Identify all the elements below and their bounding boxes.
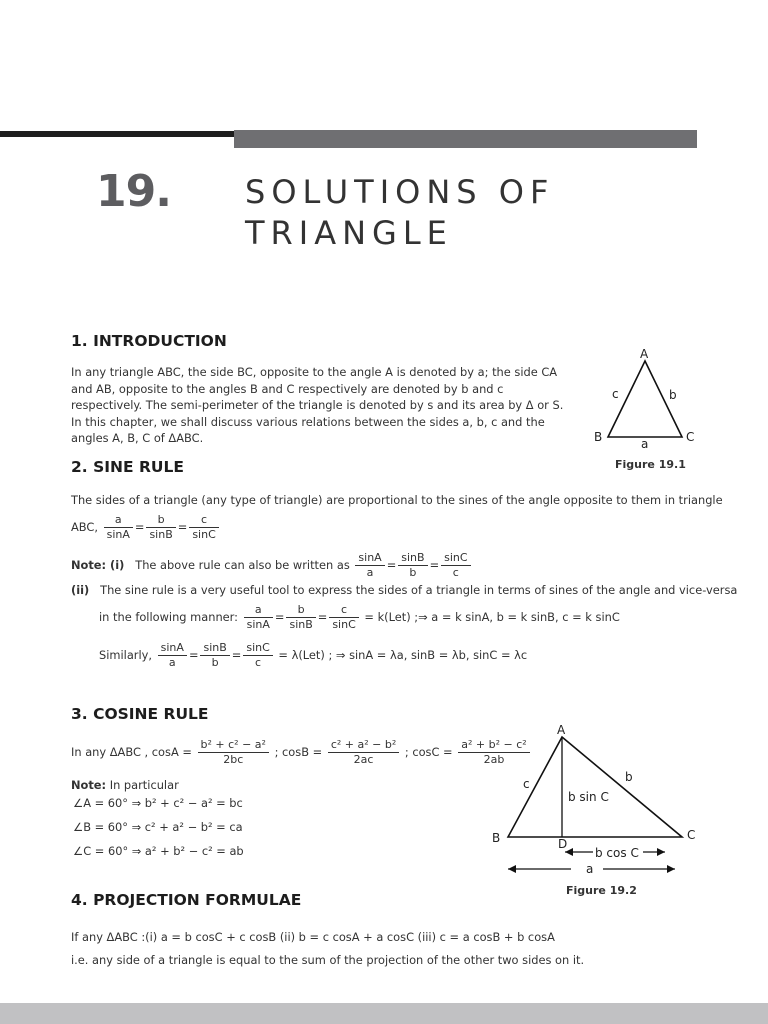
equals-sign: = — [188, 648, 199, 662]
fraction — [189, 513, 218, 542]
section-heading-projection-formulae: 4. PROJECTION FORMULAE — [71, 891, 302, 909]
fraction — [158, 641, 187, 670]
vertex-a-label: A — [557, 723, 566, 737]
similarly-tail: = λ(Let) ; ⇒ sinA = λa, sinB = λb, sinC = λc — [278, 648, 528, 662]
vertex-c-label: C — [687, 828, 696, 842]
numerator: b — [146, 513, 175, 528]
similarly-label: Similarly, — [99, 648, 153, 662]
denominator: a — [168, 656, 176, 669]
section-heading-cosine-rule: 3. COSINE RULE — [71, 705, 209, 723]
denominator: 2ac — [353, 753, 374, 766]
side-c-label: c — [523, 777, 530, 791]
fraction — [329, 603, 358, 632]
cosine-note-line-c: ∠C = 60° ⇒ a² + b² − c² = ab — [73, 844, 244, 858]
denominator: sinC — [192, 528, 216, 541]
cosc-label: ; cosC = — [404, 745, 453, 759]
section-heading-sine-rule: 2. SINE RULE — [71, 458, 184, 476]
arrowhead — [508, 865, 516, 873]
note-ii-text: The sine rule is a very useful tool to express the sides of a triangle in terms of sines of the angle and vice-versa — [100, 583, 738, 597]
fraction — [286, 603, 315, 632]
fraction — [441, 551, 470, 580]
numerator: sinC — [243, 641, 272, 656]
numerator: b — [286, 603, 315, 618]
chapter-title — [245, 172, 554, 254]
base-a-label: a — [586, 862, 594, 876]
note-i — [71, 551, 473, 580]
b-cos-c-label: b cos C — [595, 846, 639, 860]
denominator: sinA — [246, 618, 270, 631]
foot-d-label: D — [558, 837, 568, 851]
fraction — [328, 738, 399, 767]
fraction — [243, 641, 272, 670]
figure-19-1 — [585, 344, 705, 474]
denominator: sinB — [289, 618, 313, 631]
cosine-note-text: In particular — [109, 778, 179, 792]
numerator: c — [189, 513, 218, 528]
chapter-title-line2: TRIANGLE — [245, 214, 453, 252]
note-text: The above rule can also be written as — [135, 558, 350, 572]
cosine-note-label: Note: — [71, 778, 107, 792]
numerator: sinA — [355, 551, 384, 566]
equals-sign: = — [134, 520, 145, 534]
sine-rule-equation — [71, 513, 221, 542]
figure-19-2-caption: Figure 19.2 — [566, 884, 637, 897]
note-ii-label: (ii) — [71, 583, 90, 597]
note-ii — [71, 582, 737, 599]
numerator: sinB — [398, 551, 427, 566]
denominator: sinA — [106, 528, 130, 541]
note-label: Note: (i) — [71, 558, 125, 572]
numerator: a — [244, 603, 273, 618]
numerator: c² + a² − b² — [328, 738, 399, 753]
equals-sign: = — [317, 610, 328, 624]
fraction — [104, 513, 133, 542]
fraction — [244, 603, 273, 632]
vertex-b-label: B — [594, 430, 603, 444]
sine-rule-k-form — [99, 603, 620, 632]
equals-sign: = — [429, 558, 440, 572]
denominator: b — [409, 566, 417, 579]
denominator: 2bc — [223, 753, 244, 766]
equals-sign: = — [274, 610, 285, 624]
manner-label: in the following manner: — [99, 610, 238, 624]
numerator: sinC — [441, 551, 470, 566]
denominator: b — [211, 656, 219, 669]
numerator: b² + c² − a² — [198, 738, 269, 753]
side-b-label: b — [625, 770, 633, 784]
denominator: c — [255, 656, 262, 669]
fraction — [198, 738, 269, 767]
vertex-a-label: A — [640, 347, 649, 361]
side-a-label: a — [641, 437, 649, 451]
projection-formulae: If any ΔABC :(i) a = b cosC + c cosB (ii) b = c cosA + a cosC (iii) c = a cosB + b cosA — [71, 930, 555, 944]
b-sin-c-label: b sin C — [568, 790, 609, 804]
in-any-label: In any ΔABC , cosA = — [71, 745, 192, 759]
sine-rule-lambda-form — [99, 641, 527, 670]
figure-19-1-caption: Figure 19.1 — [615, 458, 686, 471]
chapter-title-line1: SOLUTIONS OF — [245, 173, 555, 211]
header-bar-grey — [234, 130, 697, 148]
numerator: sinB — [200, 641, 229, 656]
fraction — [398, 551, 427, 580]
equals-sign: = — [231, 648, 242, 662]
projection-explanation: i.e. any side of a triangle is equal to the sum of the projection of the other two sides on it. — [71, 953, 585, 967]
side-b-label: b — [669, 388, 677, 402]
triangle-abc — [508, 737, 682, 837]
vertex-c-label: C — [686, 430, 695, 444]
section-heading-introduction: 1. INTRODUCTION — [71, 332, 227, 350]
footer-bar — [0, 1003, 768, 1024]
cosine-rule-equation — [71, 738, 532, 767]
numerator: sinA — [158, 641, 187, 656]
arrowhead — [657, 848, 665, 856]
arrowhead — [667, 865, 675, 873]
manner-tail: = k(Let) ;⇒ a = k sinA, b = k sinB, c = k sinC — [364, 610, 620, 624]
cosine-note — [71, 777, 179, 794]
cosb-label: ; cosB = — [274, 745, 323, 759]
abc-label: ABC, — [71, 520, 98, 534]
fraction — [355, 551, 384, 580]
numerator: a² + b² − c² — [458, 738, 529, 753]
chapter-number: 19. — [96, 166, 171, 217]
numerator: c — [329, 603, 358, 618]
vertex-b-label: B — [492, 831, 501, 845]
figure-19-2 — [485, 720, 705, 880]
side-c-label: c — [612, 387, 619, 401]
numerator: a — [104, 513, 133, 528]
equals-sign: = — [177, 520, 188, 534]
denominator: sinC — [332, 618, 356, 631]
equals-sign: = — [386, 558, 397, 572]
fraction — [146, 513, 175, 542]
introduction-paragraph: In any triangle ABC, the side BC, opposite to the angle A is denoted by a; the side CA and AB, opposite to the angles B and C respectively are denoted by b and c respectively. The semi-perimeter of the triangle is denoted by s and its area by Δ or S. In this chapter, we shall discuss various relations between the sides a, b, c and the angles A, B, C of ΔABC. — [71, 365, 564, 446]
denominator: a — [366, 566, 374, 579]
cosine-note-line-a: ∠A = 60° ⇒ b² + c² − a² = bc — [73, 796, 243, 810]
denominator: c — [452, 566, 459, 579]
fraction — [200, 641, 229, 670]
header-bar-dark — [0, 131, 234, 137]
sine-rule-statement: The sides of a triangle (any type of triangle) are proportional to the sines of the angle opposite to them in triangle — [71, 493, 723, 507]
cosine-note-line-b: ∠B = 60° ⇒ c² + a² − b² = ca — [73, 820, 243, 834]
denominator: 2ab — [483, 753, 505, 766]
denominator: sinB — [149, 528, 173, 541]
